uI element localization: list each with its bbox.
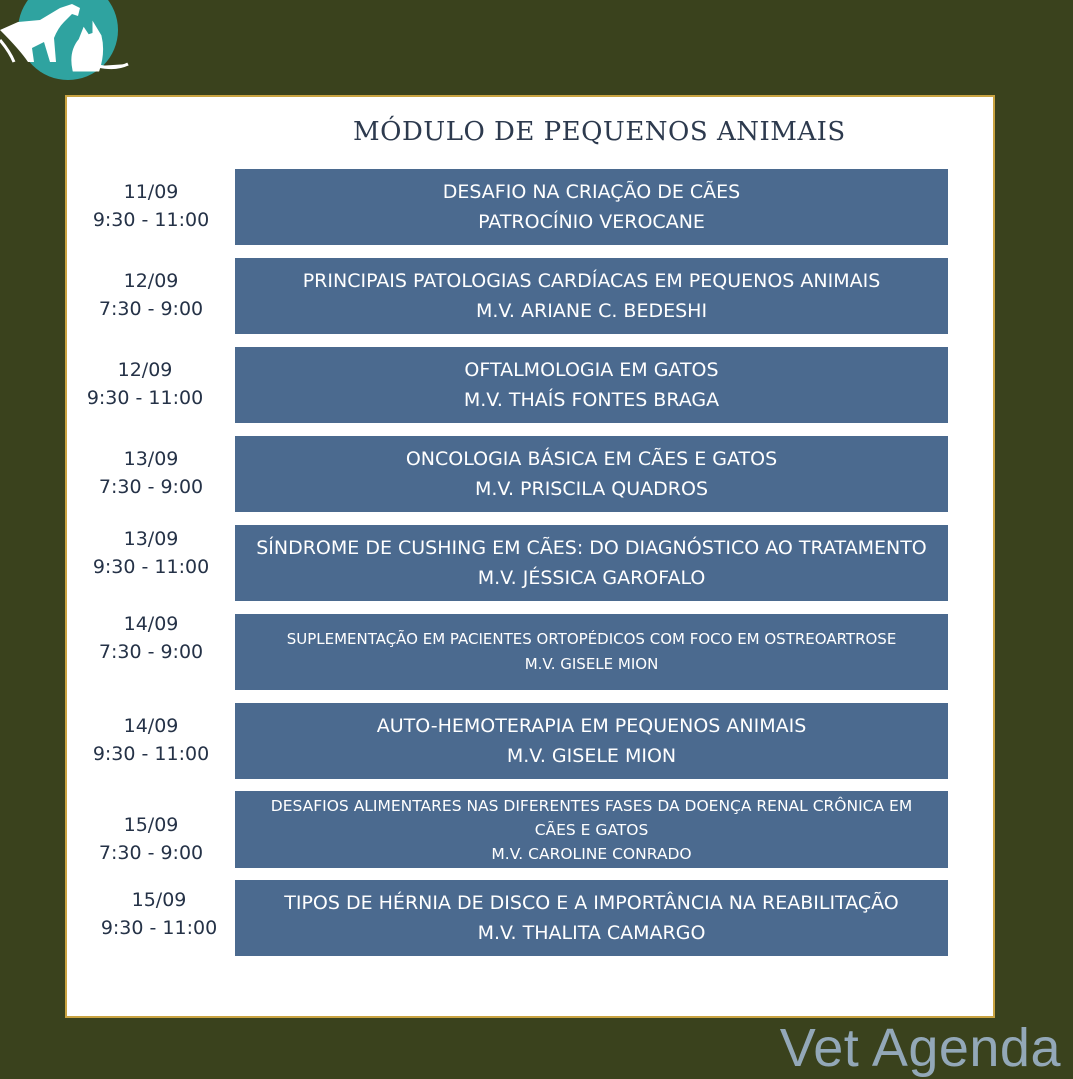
session-time: 7:30 - 9:00 (98, 842, 204, 864)
session-list (67, 97, 993, 1016)
session-when (79, 886, 239, 942)
session-time: 9:30 - 11:00 (100, 917, 218, 939)
session-card (235, 703, 948, 779)
session-speaker: M.V. THAÍS FONTES BRAGA (463, 389, 720, 411)
session-date: 11/09 (123, 181, 179, 203)
session-title: OFTALMOLOGIA EM GATOS (464, 359, 719, 381)
session-time: 9:30 - 11:00 (92, 743, 210, 765)
session-when (71, 267, 231, 323)
session-date: 15/09 (131, 889, 187, 911)
session-time: 9:30 - 11:00 (92, 209, 210, 231)
session-title-continued: CÃES E GATOS (534, 820, 649, 839)
session-title: AUTO-HEMOTERAPIA EM PEQUENOS ANIMAIS (376, 715, 807, 737)
session-time: 7:30 - 9:00 (98, 298, 204, 320)
session-speaker: M.V. GISELE MION (524, 655, 659, 673)
session-title: ONCOLOGIA BÁSICA EM CÃES E GATOS (405, 448, 778, 470)
session-date: 12/09 (123, 270, 179, 292)
session-title: SUPLEMENTAÇÃO EM PACIENTES ORTOPÉDICOS COM FOCO EM OSTREOARTROSE (286, 630, 897, 648)
session-card (235, 614, 948, 690)
session-when (71, 712, 231, 768)
session-date: 13/09 (123, 528, 179, 550)
session-speaker: M.V. THALITA CAMARGO (477, 922, 706, 944)
session-time: 9:30 - 11:00 (86, 387, 204, 409)
session-when (71, 178, 231, 234)
schedule-panel: MÓDULO DE PEQUENOS ANIMAIS 11/09 9:30 - 11:00 DESAFIO NA CRIAÇÃO DE CÃES PATROCÍNIO VEROCANE 12/09 7:30 - 9:00 PRINCIPAIS PATOLOGIAS CARDÍACAS EM PEQUENOS ANIMAIS M.V. ARIANE C. BEDESHI 12/09 9:30 - 11:00 OFTALMOLOGIA EM GATOS M.V. THAÍS FONTES BRAGA 13/09 7:30 - 9:00 ONCOLOGIA BÁSICA EM CÃES E GATOS M.V. PRISCILA QUADROS 13/09 9:30 - 11:00 SÍNDROME DE CUSHING EM CÃES: DO DIAGNÓSTICO AO TRATAMENTO M.V. JÉSSICA GAROFALO 14/09 7:30 - 9:00 SUPLEMENTAÇÃO EM PACIENTES ORTOPÉDICOS COM FOCO EM OSTREOARTROSE M.V. GISELE MION 14/09 9:30 - 11:00 AUTO-HEMOTERAPIA EM PEQUENOS ANIMAIS M.V. GISELE MION 15/09 7:30 - 9:00 DESAFIOS ALIMENTARES NAS DIFERENTES FASES DA DOENÇA RENAL CRÔNICA EM CÃES E GATOS M.V. CAROLINE CONRADO 15/09 9:30 - 11:00 TIPOS DE HÉRNIA DE DISCO E A IMPORTÂNCIA NA REABILITAÇÃO M.V. THALITA CAMARGO (65, 95, 995, 1018)
session-time: 9:30 - 11:00 (92, 556, 210, 578)
session-when (71, 610, 231, 666)
session-title: SÍNDROME DE CUSHING EM CÃES: DO DIAGNÓSTICO AO TRATAMENTO (256, 537, 927, 559)
session-date: 14/09 (123, 715, 179, 737)
session-speaker: PATROCÍNIO VEROCANE (478, 211, 705, 233)
session-speaker: M.V. CAROLINE CONRADO (491, 844, 692, 863)
session-title: TIPOS DE HÉRNIA DE DISCO E A IMPORTÂNCIA NA REABILITAÇÃO (284, 892, 899, 914)
session-speaker: M.V. PRISCILA QUADROS (474, 478, 709, 500)
session-card (235, 169, 948, 245)
session-title: DESAFIOS ALIMENTARES NAS DIFERENTES FASES DA DOENÇA RENAL CRÔNICA EM (270, 796, 913, 815)
session-speaker: M.V. ARIANE C. BEDESHI (475, 300, 708, 322)
session-time: 7:30 - 9:00 (98, 476, 204, 498)
pet-logo-icon (0, 0, 140, 90)
session-card (235, 880, 948, 956)
session-date: 12/09 (117, 359, 173, 381)
session-when (71, 811, 231, 867)
session-card (235, 525, 948, 601)
brand-wordmark: Vet Agenda (779, 1018, 1061, 1078)
session-when (71, 525, 231, 581)
session-time: 7:30 - 9:00 (98, 641, 204, 663)
session-card (235, 347, 948, 423)
session-speaker: M.V. GISELE MION (506, 745, 677, 767)
session-card (235, 791, 948, 868)
session-speaker: M.V. JÉSSICA GAROFALO (477, 567, 706, 589)
session-date: 13/09 (123, 448, 179, 470)
session-card (235, 436, 948, 512)
session-title: DESAFIO NA CRIAÇÃO DE CÃES (442, 181, 741, 203)
session-when (65, 356, 225, 412)
session-title: PRINCIPAIS PATOLOGIAS CARDÍACAS EM PEQUENOS ANIMAIS (302, 270, 881, 292)
session-date: 15/09 (123, 814, 179, 836)
session-date: 14/09 (123, 613, 179, 635)
session-when (71, 445, 231, 501)
session-card (235, 258, 948, 334)
